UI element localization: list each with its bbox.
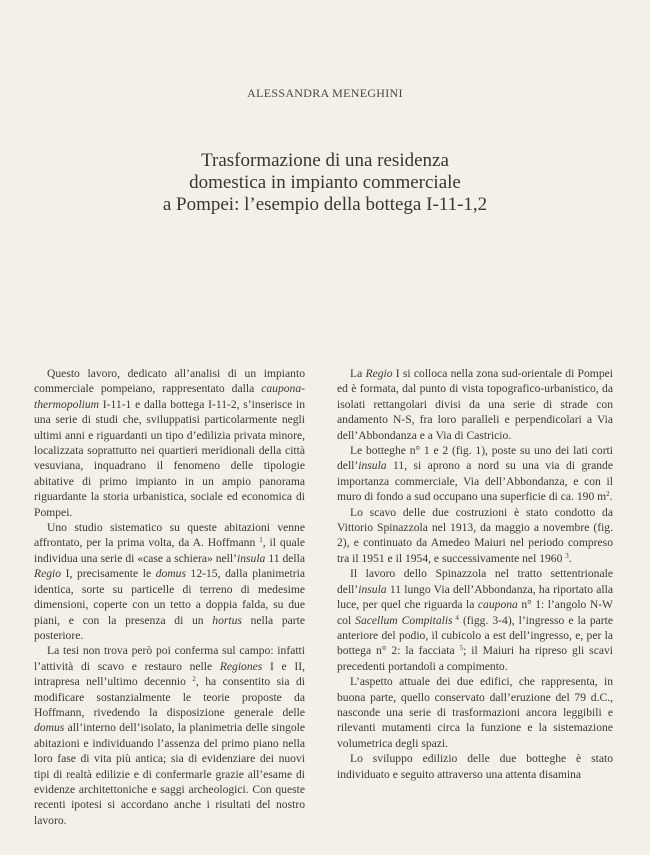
paragraph: Questo lavoro, dedicato all’analisi di un impianto commerciale pompeiano, rappresentato dalla caupona-thermopolium I-11-1 e dalla bottega I-11-2, s’inserisce in una serie di studi che, sviluppatisi particolarmente negli ultimi anni e riguardanti un tipo d’edilizia privata minore, localizzata soprattutto nei quartieri meridionali della città vesuviana, inquadrano il fenomeno delle tipologie abitative di primo impianto in un ampio panorama riguardante la storia urbanistica, sociale ed economica di Pompei. (34, 367, 305, 519)
paragraph: Lo sviluppo edilizio delle due botteghe è stato individuato e seguito attraverso una attenta disamina (337, 752, 613, 781)
right-column (337, 366, 613, 782)
paragraph: La Regio I si colloca nella zona sud-orientale di Pompei ed è formata, dal punto di vista topografico-urbanistico, da isolati rettangolari divisi da una serie di strade con andamento N-S, fra loro paralleli e perpendicolari a Via dell’Abbondanza e a Via di Castricio. (337, 367, 613, 442)
footnote-ref: 5 (459, 644, 464, 653)
paragraph: Lo scavo delle due costruzioni è stato condotto da Vittorio Spinazzola nel 1913, da maggio a novembre (fig. 2), e continuato da Amedeo Maiuri nel periodo compreso tra il 1951 e il 1954, e successivamente nel 1960 $^3$. (337, 505, 613, 565)
paragraph: L’aspetto attuale dei due edifici, che rappresenta, in buona parte, quello conservato dall’eruzione del 79 d.C., nasconde una serie di trasformazioni ancora leggibili e rilevanti mutamenti circa la funzione e la sistemazione volumetrica degli spazi. (337, 675, 613, 750)
left-column (34, 366, 305, 828)
title-line-3: a Pompei: l’esempio della bottega I-11-1,2 (162, 194, 488, 215)
footnote-ref: 2 (192, 675, 196, 684)
footnote-ref: 1 (259, 536, 263, 545)
paragraph: La tesi non trova però poi conferma sul campo: infatti l’attività di scavo e restauro nelle Regiones I e II, intrapresa nell’ultimo decennio $^2$, ha consentito sia di modificare sostanzialmente le teorie proposte da Hoffmann, rivedendo la disposizione generale delle domus all’interno dell’isolato, la planimetria delle singole abitazioni e individuando l’assenza del primo piano nella loro fase di vita più antica; sia di evidenziare dei nuovi tipi di realtà edilizie e di confermarle grazie all’esame di evidenze architettoniche e saggi archeologici. Con queste recenti ipotesi si accordano anche i risultati del nostro lavoro. (34, 644, 305, 827)
paragraph: Il lavoro dello Spinazzola nel tratto settentrionale dell’insula 11 lungo Via dell’Abbondanza, ha riportato alla luce, per quel che riguarda la caupona n° 1: l’angolo N-W col Sacellum Compitalis $^4$ (figg. 3-4), l’ingresso e la parte anteriore del podio, il cubicolo a est dell’ingresso, e, per la bottega n° 2: la facciata $^5$; il Maiuri ha ripreso gli scavi precedenti portandoli a compimento. (337, 567, 614, 673)
footnote-ref: 3 (565, 551, 569, 560)
paragraph: Uno studio sistematico su queste abitazioni venne affrontato, per la prima volta, da A. Hoffmann $^1$, il quale individua una serie di «case a schiera» nell’insula 11 della Regio I, precisamente le domus 12-15, dalla planimetria identica, sorte su particelle di terreno di medesime dimensioni, coperte con un tetto a doppia falda, su due piani, e con la presenza di un hortus nella parte posteriore. (34, 521, 306, 642)
paragraph: Le botteghe n° 1 e 2 (fig. 1), poste su uno dei lati corti dell’insula 11, si aprono a nord su una via di grande importanza commerciale, Via dell’Abbondanza, e con il muro di fondo a sud occupano una superficie di ca. 190 $m^2$. (337, 444, 613, 504)
title-line-2: domestica in impianto commerciale (189, 172, 461, 193)
author-name: ALESSANDRA MENEGHINI (247, 86, 403, 100)
article-title (120, 150, 530, 216)
footnote-ref: 4 (452, 613, 459, 622)
title-line-1: Trasformazione di una residenza (201, 150, 449, 171)
